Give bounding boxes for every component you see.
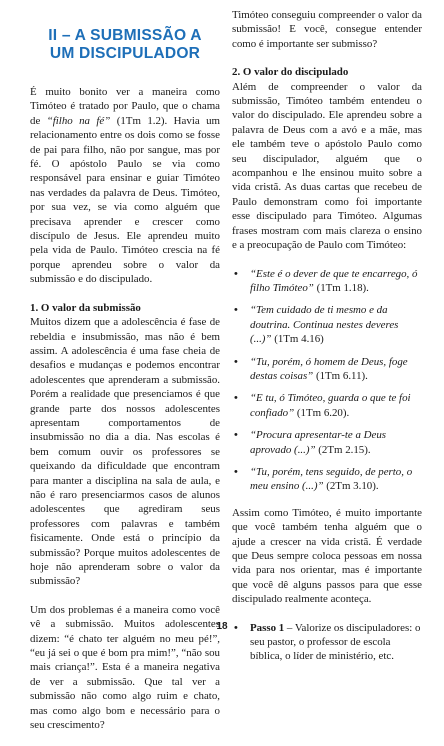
quote-text: “Tu, porém, tens seguido, de perto, o meu ensino (...)” [250, 465, 413, 493]
list-item [232, 355, 422, 384]
list-item [232, 391, 422, 420]
quote-ref: (2Tm 3.10). [323, 480, 379, 493]
section-1-heading: 1. O valor da submissão [30, 301, 141, 314]
quote-ref: (2Tm 2.15). [315, 443, 371, 456]
right-intro-paragraph: Timóteo conseguiu compreender o valor da submissão! E você, consegue entender como é importante ser submisso? [232, 9, 422, 50]
list-item [232, 465, 422, 494]
bullet-icon: • [234, 621, 238, 634]
right-column [232, 0, 422, 678]
quote-text: “Tu, porém, ó homem de Deus, foge destas coisas” [250, 355, 408, 382]
quote-ref: (1Tm 6.11). [313, 369, 368, 382]
intro-paragraph [30, 85, 220, 287]
title-line-2: UM DISCIPULADOR [49, 45, 201, 62]
quote-text: “Procura apresentar-te a Deus aprovado (...)” [250, 429, 386, 456]
list-item [232, 267, 422, 296]
intro-text-1: É muito bonito ver a maneira como Timóteo é tratado por Paulo, que o chama de [30, 86, 220, 127]
intro-quote: “filho na fé” [46, 114, 111, 127]
page-number: 18 [216, 621, 228, 632]
right-closing-paragraph: Assim como Timóteo, é muito importante que você também tenha alguém que o ajude a crescer na vida cristã. É verdade que Deus sempre coloca pessoas em nossa vida para nos orientar, mas é importante que você dê alguns passos para que esse discipulado realmente aconteça. [232, 506, 422, 606]
bullet-icon: • [234, 267, 238, 280]
left-column [30, 0, 220, 746]
bullet-icon: • [234, 392, 238, 405]
step-1-text: – Valorize os discipuladores: o seu pastor, o professor de escola bíblica, o líder de ministério, etc. [250, 621, 421, 663]
bullet-icon: • [234, 429, 238, 442]
section-2-heading: 2. O valor do discipulado [232, 66, 349, 79]
step-1-label: Passo 1 [250, 621, 285, 634]
quote-text: “Tem cuidado de ti mesmo e da doutrina. Continua nestes deveres (...)” [250, 304, 399, 346]
section-2-paragraph: Além de compreender o valor da submissão, Timóteo também entendeu o valor do discipulado. Ele aprendeu sobre a palavra de Deus com a avó e a mãe, mas ele também teve o apóstolo Paulo como seu discipulador, alguém que o acompanhou e lhe ensinou muito sobre a vida cristã. As duas cartas que recebeu de Paulo demonstram como foi importante esse discipulado para Timóteo. Algumas frases mostram com mais clareza o ensino e a preocupação de Paulo com Timóteo: [232, 80, 422, 252]
title-line-1: II – A SUBMISSÃO A [48, 27, 202, 44]
quote-ref: (1Tm 4.16) [271, 333, 324, 346]
section-title [30, 27, 220, 63]
quote-text: “Este é o dever de que te encarrego, ó filho Timóteo” [250, 267, 418, 294]
bullet-icon: • [234, 304, 238, 317]
section-1-paragraph-2: Um dos problemas é a maneira como você vê a submissão. Muitos adolescentes dizem: “é chato ter alguém no meu pé!”, “eu já sei o que é bom pra mim!”, “não sou mais criança!”. Esta é a maneira negativa de ver a submissão. Que tal ver a submissão não como algo ruim e chato, mas como algo bom e necessário para o seu crescimento? [30, 603, 220, 732]
quote-ref: (1Tm 1.18). [313, 281, 369, 294]
quote-list [232, 267, 422, 494]
bullet-icon: • [234, 355, 238, 368]
list-item [232, 428, 422, 457]
section-1-paragraph-1: Muitos dizem que a adolescência é fase de rebeldia e insubmissão, mas não é bem assim. A adolescência é uma fase cheia de desafios e mudanças e podemos encontrar adolescentes que aprenderam a submissão. Porém a realidade que presenciamos é que grande parte dos nossos adolescentes apresentam comportamentos de insubmissão no dia a dia. Nas escolas é bem comum ouvir os professores se queixando da dificuldade que encontram para manter a disciplina na sala de aula, e não é raro presenciarmos casos de alunos adolescentes que agrediram seus professores com palavras e também fisicamente. Onde está o princípio da submissão? Porque muitos adolescentes de hoje não aprenderam sobre o valor da submissão? [30, 316, 220, 588]
intro-text-2: (1Tm 1.2). Havia um relacionamento entre os dois como se fosse de pai para filho, não por sangue, mas por fé. O apóstolo Paulo se via como responsável para ensinar e guiar Timóteo nas verdades da palavra de Deus. Timóteo, por sua vez, se via como alguém que precisava aprender e crescer como discípulo de Jesus. Ele aprendeu muito pela vida de Paulo. Timóteo crescia na fé porque aprendeu sobre o valor da submissão e do discipulado. [30, 114, 221, 286]
quote-ref: (1Tm 6.20). [294, 406, 350, 419]
bullet-icon: • [234, 465, 238, 478]
list-item [232, 303, 422, 346]
quote-text: “E tu, ó Timóteo, guarda o que te foi confiado” [250, 392, 411, 419]
